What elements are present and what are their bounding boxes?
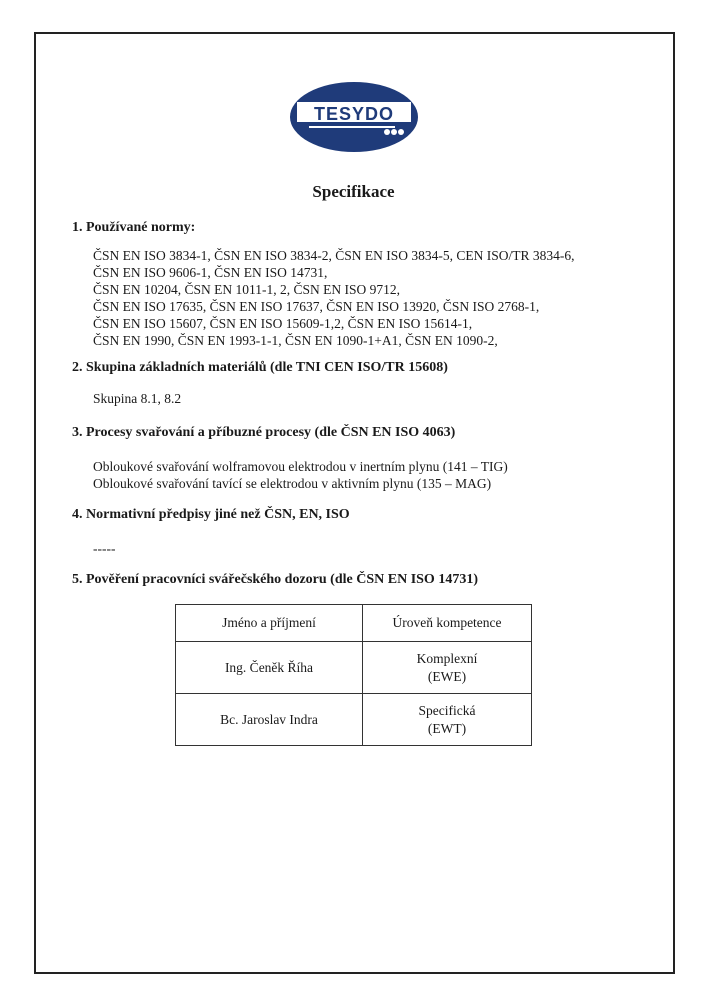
competence-code: (EWE) [427, 668, 467, 684]
competence-code: (EWT) [427, 720, 467, 736]
section-1-norms-list [93, 247, 575, 349]
page-border [34, 32, 675, 974]
section-2-body [93, 390, 181, 407]
section-4-body [93, 540, 115, 557]
table-header-row [176, 605, 532, 642]
section-4-heading: 4. Normativní předpisy jiné než ČSN, EN, ISO [72, 507, 350, 522]
norm-line: ČSN EN 10204, ČSN EN 1011-1, 2, ČSN EN ISO 9712, [93, 282, 401, 297]
header-competence: Úroveň kompetence [363, 605, 532, 642]
section-1-heading: 1. Používané normy: [72, 220, 196, 235]
norm-line: ČSN EN ISO 3834-1, ČSN EN ISO 3834-2, ČSN EN ISO 3834-5, CEN ISO/TR 3834-6, [93, 248, 575, 263]
process-line: Obloukové svařování wolframovou elektrodou v inertním plynu (141 – TIG) [93, 459, 508, 474]
competence-level: Specifická [418, 702, 476, 718]
coordinator-name: Ing. Čeněk Říha [176, 642, 363, 694]
logo-dot-2 [391, 129, 397, 135]
norm-line: ČSN EN ISO 15607, ČSN EN ISO 15609-1,2, ČSN EN ISO 15614-1, [93, 316, 473, 331]
section-5-heading: 5. Pověření pracovníci svářečského dozoru (dle ČSN EN ISO 14731) [72, 572, 478, 587]
section-2-heading: 2. Skupina základních materiálů (dle TNI CEN ISO/TR 15608) [72, 360, 448, 375]
logo-dot-3 [398, 129, 404, 135]
welding-coordinators-table [175, 604, 532, 746]
logo-dot-1 [384, 129, 390, 135]
logo-text: TESYDO [313, 104, 395, 124]
table-row [176, 694, 532, 746]
section-3-heading: 3. Procesy svařování a příbuzné procesy (dle ČSN EN ISO 4063) [72, 425, 456, 440]
coordinator-name: Bc. Jaroslav Indra [176, 694, 363, 746]
material-group-line: Skupina 8.1, 8.2 [93, 391, 182, 406]
norm-line: ČSN EN ISO 17635, ČSN EN ISO 17637, ČSN EN ISO 13920, ČSN ISO 2768-1, [93, 299, 540, 314]
table-row [176, 642, 532, 694]
tesydo-logo [289, 81, 419, 153]
process-line: Obloukové svařování tavící se elektrodou v aktivním plynu (135 – MAG) [93, 476, 492, 491]
document-title: Specifikace [312, 182, 395, 201]
competence-level: Komplexní [416, 650, 478, 666]
placeholder-dashes: ----- [93, 541, 116, 556]
norm-line: ČSN EN ISO 9606-1, ČSN EN ISO 14731, [93, 265, 328, 280]
competence-cell [363, 642, 532, 694]
competence-cell [363, 694, 532, 746]
norm-line: ČSN EN 1990, ČSN EN 1993-1-1, ČSN EN 1090-1+A1, ČSN EN 1090-2, [93, 333, 498, 348]
section-3-body [93, 458, 508, 492]
header-name: Jméno a příjmení [176, 605, 363, 642]
